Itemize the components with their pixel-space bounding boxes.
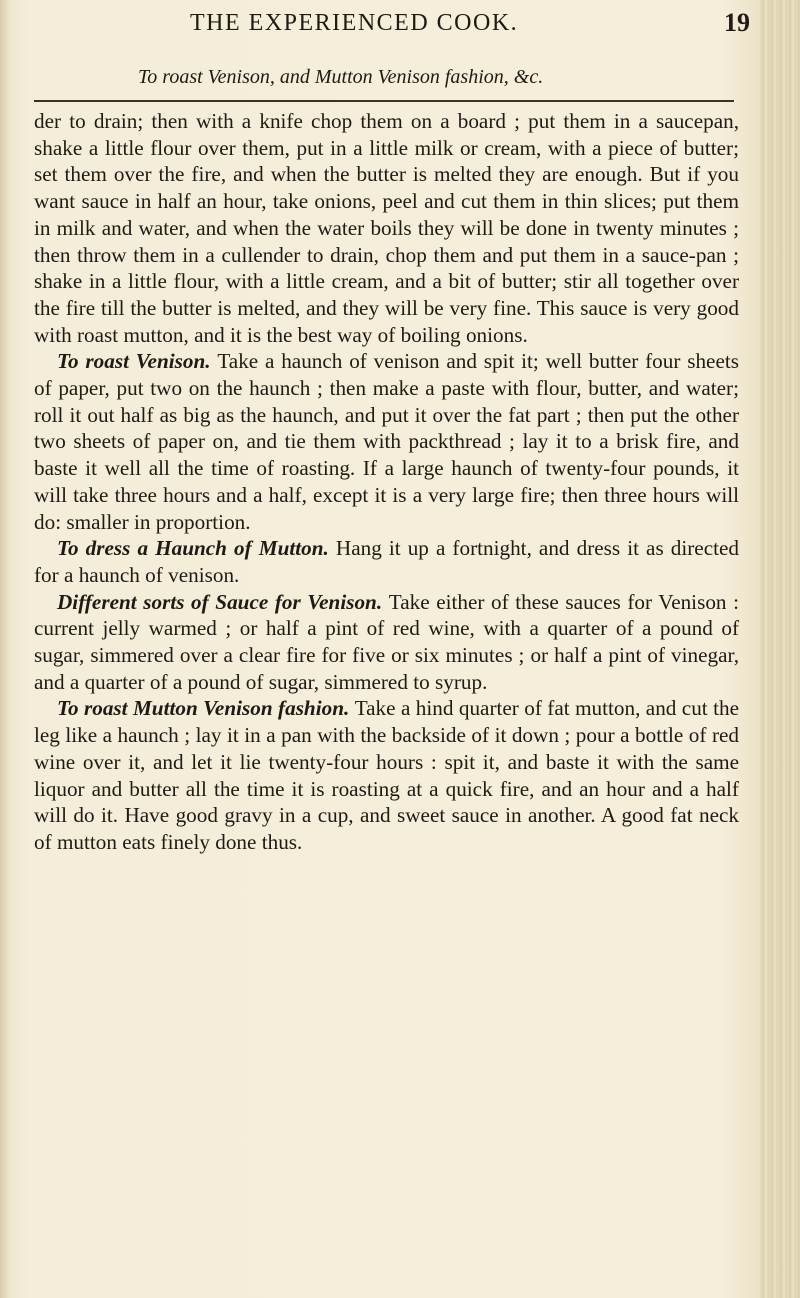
page-edge-texture	[760, 0, 800, 1298]
running-header	[100, 4, 760, 44]
paragraph-mutton-venison-fashion	[34, 695, 739, 855]
recipe-heading: Different sorts of Sauce for Venison.	[57, 589, 389, 614]
paragraph-roast-venison	[34, 348, 739, 535]
running-title: THE EXPERIENCED COOK.	[190, 10, 519, 36]
page-gutter-shadow	[0, 0, 10, 1298]
page-subtitle: To roast Venison, and Mutton Venison fashion, &c.	[138, 66, 544, 88]
paragraph-onion-sauce	[34, 108, 739, 348]
paragraph-haunch-mutton	[34, 535, 739, 588]
paragraph-text: der to drain; then with a knife chop them on a board ; put them in a saucepan, shake a little flour over them, put in a little milk or cream, with a piece of butter; set them over the fire, and when the butter is melted they are enough. But if you want sauce in half an hour, take onions, peel and cut them in thin slices; put them in milk and water, and when the water boils they will be done in twenty minutes ; then throw them in a cullender to drain, chop them and put them in a sauce-pan ; shake in a little flour, with a little cream, and a bit of butter; stir all together over the fire till the butter is melted, and they will be very fine. This sauce is very good with roast mutton, and it is the best way of boiling onions.	[34, 109, 739, 347]
recipe-heading: To dress a Haunch of Mutton.	[57, 536, 336, 561]
body-text	[34, 108, 739, 856]
header-rule	[34, 100, 734, 102]
paragraph-text: Take either of these sauces for Venison : current jelly warmed ; or half a pint of red wine, with a quarter of a pound of sugar, simmered over a clear fire for five or six minutes ; or half a pint of vinegar, and a quarter of a pound of sugar, simmered to syrup.	[34, 589, 739, 694]
page-number: 19	[724, 8, 750, 37]
recipe-heading: To roast Mutton Venison fashion.	[57, 696, 355, 721]
paragraph-venison-sauces	[34, 589, 739, 696]
paragraph-text: Hang it up a fortnight, and dress it as directed for a haunch of venison.	[34, 536, 739, 587]
paragraph-text: Take a haunch of venison and spit it; well butter four sheets of paper, put two on the haunch ; then make a paste with flour, butter, and water; roll it out half as big as the haunch, and put it over the fat part ; then put the other two sheets of paper on, and tie them with packthread ; lay it to a brisk fire, and baste it well all the time of roasting. If a large haunch of twenty-four pounds, it will take three hours and a half, except it is a very large fire; then three hours will do: smaller in proportion.	[34, 349, 739, 534]
recipe-heading: To roast Venison.	[57, 349, 218, 374]
paragraph-text: Take a hind quarter of fat mutton, and cut the leg like a haunch ; lay it in a pan with the backside of it down ; pour a bottle of red wine over it, and let it lie twenty-four hours : spit it, and baste it with the same liquor and butter all the time it is roasting at a quick fire, and an hour and a half will do it. Have good gravy in a cup, and sweet sauce in another. A good fat neck of mutton eats finely done thus.	[34, 696, 739, 854]
